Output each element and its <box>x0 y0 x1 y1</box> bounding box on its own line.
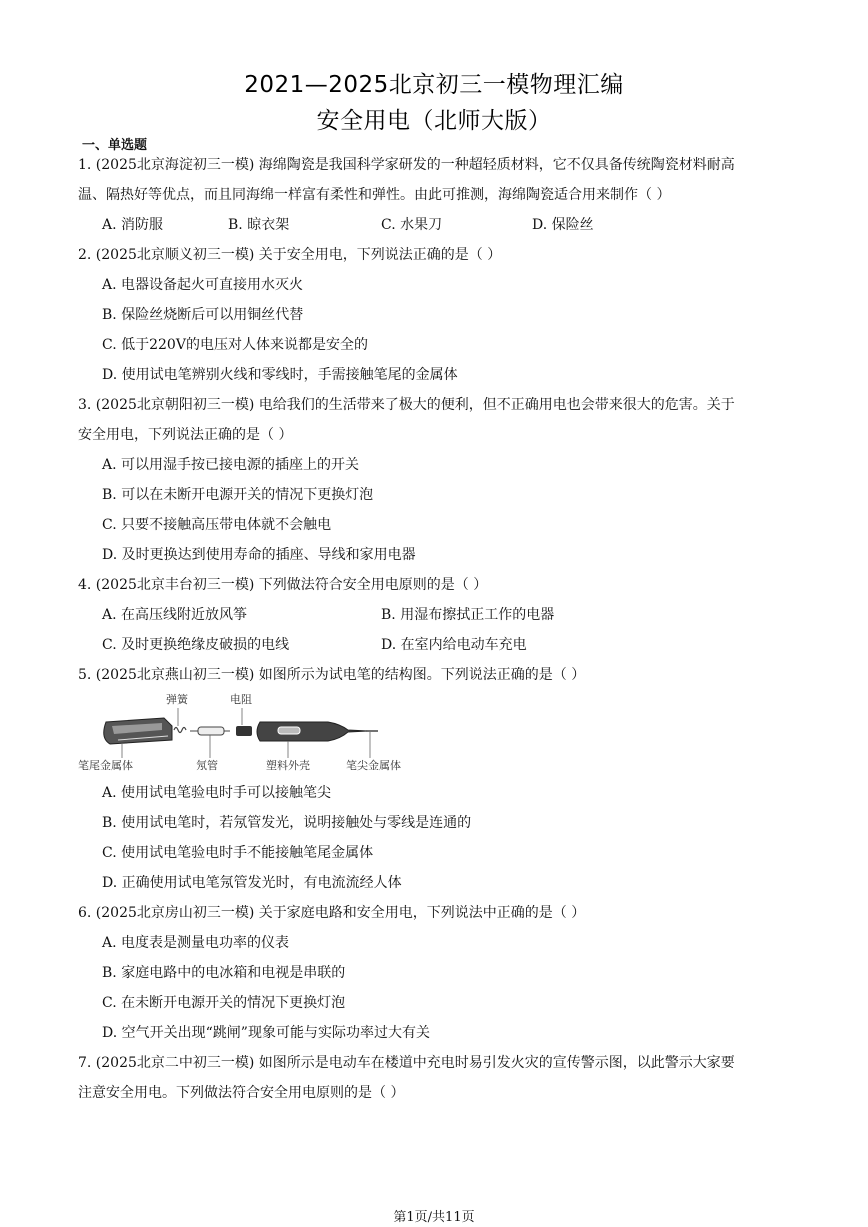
label-plastic-shell: 塑料外壳 <box>266 759 310 772</box>
option-d: D. 保险丝 <box>532 217 594 233</box>
option-d: D. 使用试电笔辨别火线和零线时，手需接触笔尾的金属体 <box>102 367 458 383</box>
question-text-line: 6. (2025北京房山初三一模) 关于家庭电路和安全用电，下列说法中正确的是（ ） <box>78 905 586 921</box>
label-neon-tube: 氖管 <box>196 759 218 772</box>
option-c: C. 在未断开电源开关的情况下更换灯泡 <box>102 995 346 1011</box>
question-text-line: 注意安全用电。下列做法符合安全用电原则的是（ ） <box>78 1085 405 1101</box>
option-a: A. 电器设备起火可直接用水灭火 <box>102 277 304 293</box>
page-number: 第1页/共11页 <box>393 1210 475 1225</box>
option-b: B. 保险丝烧断后可以用铜丝代替 <box>102 307 304 323</box>
option-a: A. 可以用湿手按已接电源的插座上的开关 <box>102 457 360 473</box>
option-c: C. 及时更换绝缘皮破损的电线 <box>102 637 290 653</box>
option-a: A. 使用试电笔验电时手可以接触笔尖 <box>102 785 332 801</box>
option-d: D. 正确使用试电笔氖管发光时，有电流流经人体 <box>102 875 402 891</box>
option-b: B. 家庭电路中的电冰箱和电视是串联的 <box>102 965 346 981</box>
section-heading: 一、单选题 <box>82 138 148 153</box>
option-c: C. 使用试电笔验电时手不能接触笔尾金属体 <box>102 845 374 861</box>
question-text-line: 温、隔热好等优点，而且同海绵一样富有柔性和弹性。由此可推测，海绵陶瓷适合用来制作（ ） <box>78 187 671 203</box>
option-d: D. 及时更换达到使用寿命的插座、导线和家用电器 <box>102 547 416 563</box>
option-c: C. 只要不接触高压带电体就不会触电 <box>102 517 332 533</box>
question-text-line: 7. (2025北京二中初三一模) 如图所示是电动车在楼道中充电时易引发火灾的宣传警示图，以此警示大家要 <box>78 1055 735 1071</box>
option-c: C. 低于220V的电压对人体来说都是安全的 <box>102 337 368 353</box>
option-a: A. 消防服 <box>102 217 164 233</box>
question-text-line: 3. (2025北京朝阳初三一模) 电给我们的生活带来了极大的便利，但不正确用电也会带来很大的危害。关于 <box>78 397 735 413</box>
question-text-line: 安全用电，下列说法正确的是（ ） <box>78 427 293 443</box>
option-b: B. 使用试电笔时，若氖管发光，说明接触处与零线是连通的 <box>102 815 472 831</box>
label-spring: 弹簧 <box>166 693 188 706</box>
option-d: D. 空气开关出现“跳闸”现象可能与实际功率过大有关 <box>102 1025 430 1041</box>
label-tip-metal: 笔尖金属体 <box>346 759 401 772</box>
page-title-line1: 2021—2025北京初三一模物理汇编 <box>244 72 624 98</box>
option-c: C. 水果刀 <box>381 217 443 233</box>
test-pen-diagram <box>78 694 418 778</box>
option-b: B. 晾衣架 <box>228 217 290 233</box>
question-text-line: 1. (2025北京海淀初三一模) 海绵陶瓷是我国科学家研发的一种超轻质材料，它不仅具备传统陶瓷材料耐高 <box>78 157 735 173</box>
option-d: D. 在室内给电动车充电 <box>381 637 527 653</box>
question-text-line: 5. (2025北京燕山初三一模) 如图所示为试电笔的结构图。下列说法正确的是（ ） <box>78 667 586 683</box>
option-a: A. 电度表是测量电功率的仪表 <box>102 935 290 951</box>
question-text-line: 2. (2025北京顺义初三一模) 关于安全用电，下列说法正确的是（ ） <box>78 247 502 263</box>
option-b: B. 用湿布擦拭正工作的电器 <box>381 607 555 623</box>
page-title-line2: 安全用电（北师大版） <box>316 108 552 134</box>
label-tail-metal: 笔尾金属体 <box>78 759 133 772</box>
label-resistor: 电阻 <box>230 693 252 706</box>
question-text-line: 4. (2025北京丰台初三一模) 下列做法符合安全用电原则的是（ ） <box>78 577 488 593</box>
option-b: B. 可以在未断开电源开关的情况下更换灯泡 <box>102 487 374 503</box>
option-a: A. 在高压线附近放风筝 <box>102 607 248 623</box>
